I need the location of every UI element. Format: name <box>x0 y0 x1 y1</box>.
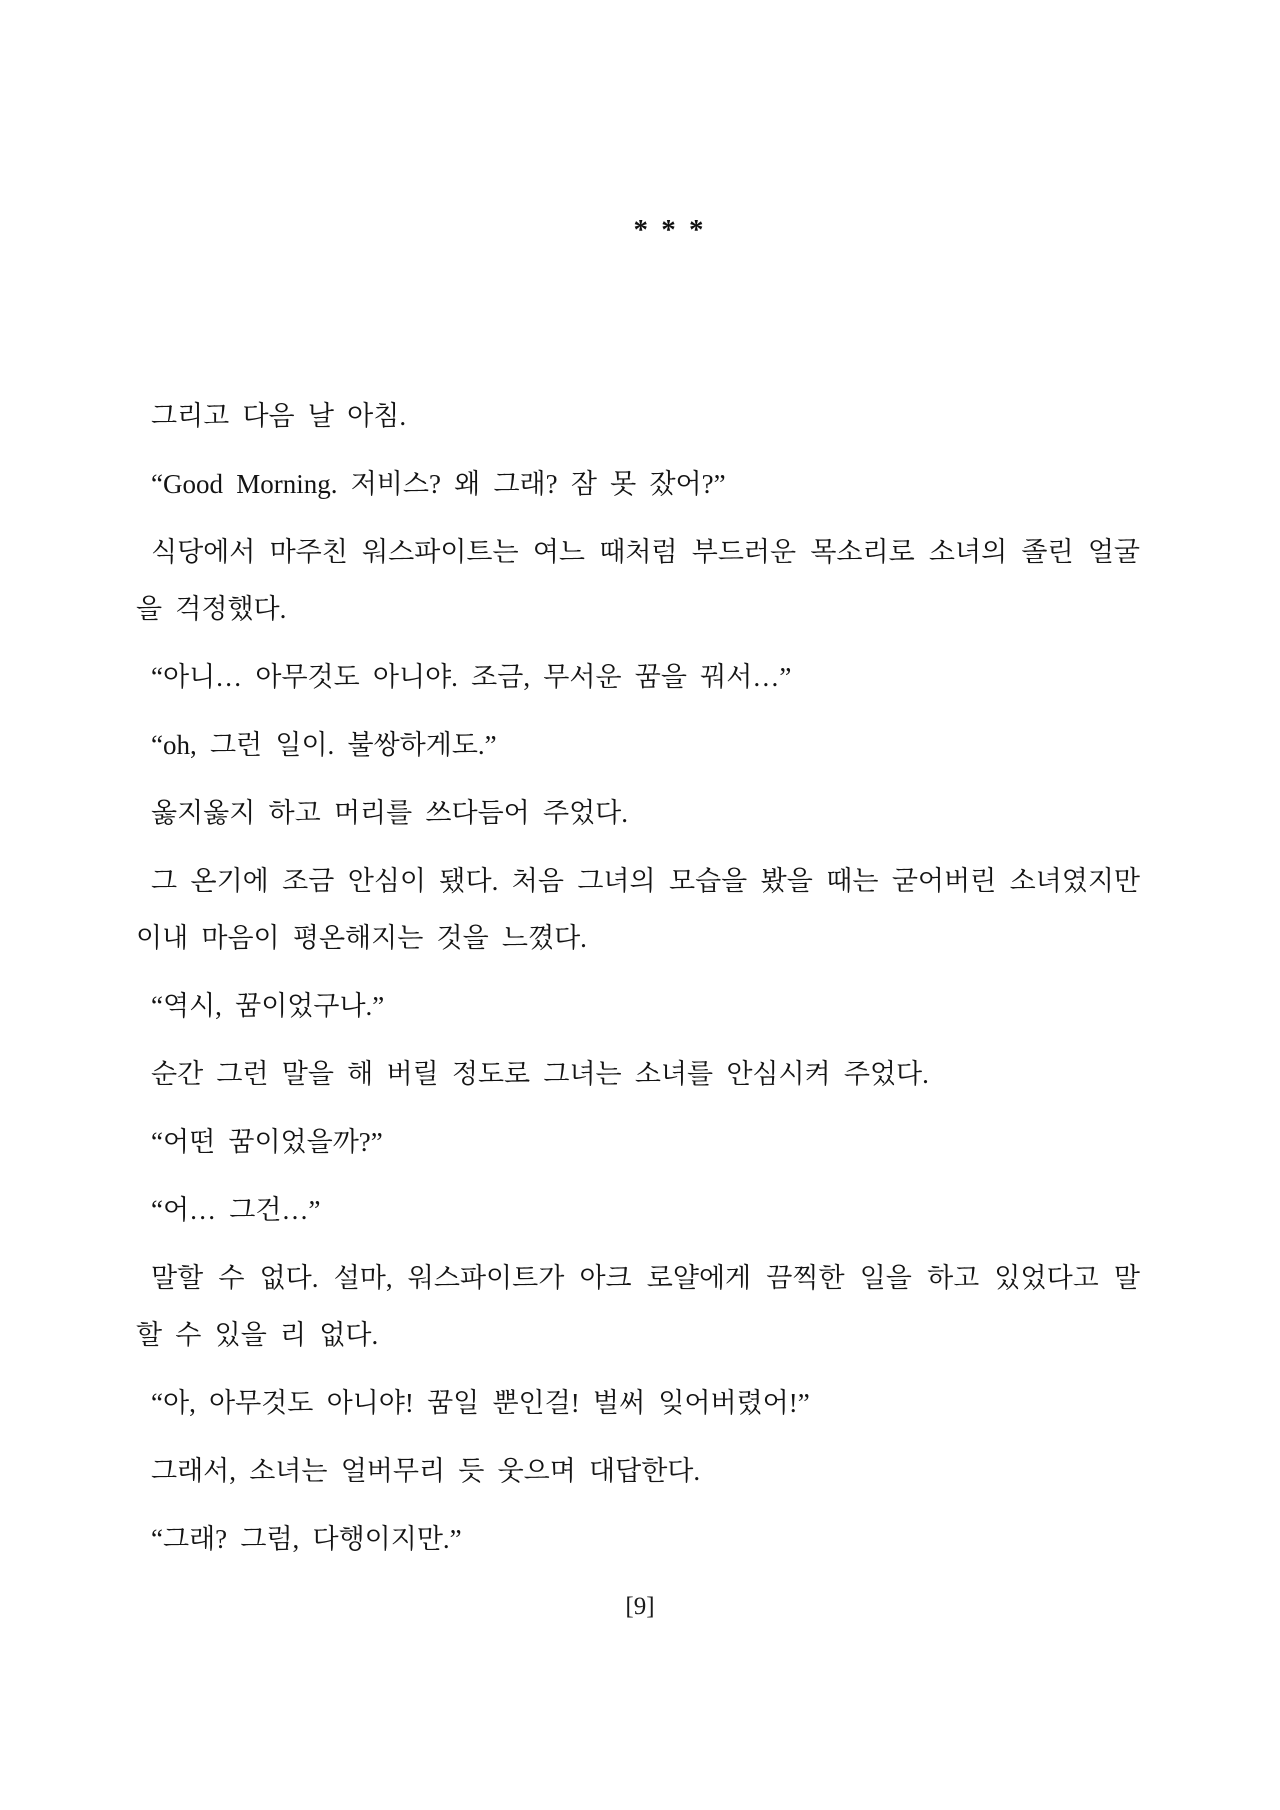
paragraph: 순간 그런 말을 해 버릴 정도로 그녀는 소녀를 안심시켜 주었다. <box>151 1059 929 1089</box>
page-number: [9] <box>625 1593 655 1620</box>
paragraphs-container <box>136 388 1140 1568</box>
paragraph: 말할 수 없다. 설마, 워스파이트가 아크 로얄에게 끔찍한 일을 하고 있었다고 말할 수 있을 리 없다. <box>136 1263 1140 1350</box>
paragraph: “어… 그건…” <box>151 1195 321 1225</box>
paragraph: 그리고 다음 날 아침. <box>151 401 407 431</box>
paragraph: “Good Morning. 저비스? 왜 그래? 잠 못 잤어?” <box>151 469 726 499</box>
paragraph: 식당에서 마주친 워스파이트는 여느 때처럼 부드러운 목소리로 소녀의 졸린 얼굴을 걱정했다. <box>136 537 1140 624</box>
paragraph: “oh, 그런 일이. 불쌍하게도.” <box>151 730 497 760</box>
paragraph: “아, 아무것도 아니야! 꿈일 뿐인걸! 벌써 잊어버렸어!” <box>151 1388 810 1418</box>
paragraph: “아니… 아무것도 아니야. 조금, 무서운 꿈을 꿔서…” <box>151 662 792 692</box>
paragraph: 옳지옳지 하고 머리를 쓰다듬어 주었다. <box>151 798 628 828</box>
scene-separator: * * * <box>633 214 707 246</box>
paragraph: “역시, 꿈이었구나.” <box>151 991 385 1021</box>
paragraph: “어떤 꿈이었을까?” <box>151 1127 383 1157</box>
paragraph: 그래서, 소녀는 얼버무리 듯 웃으며 대답한다. <box>151 1456 701 1486</box>
paragraph: “그래? 그럼, 다행이지만.” <box>151 1524 462 1554</box>
paragraph: 그 온기에 조금 안심이 됐다. 처음 그녀의 모습을 봤을 때는 굳어버린 소녀였지만 이내 마음이 평온해지는 것을 느꼈다. <box>136 866 1140 953</box>
